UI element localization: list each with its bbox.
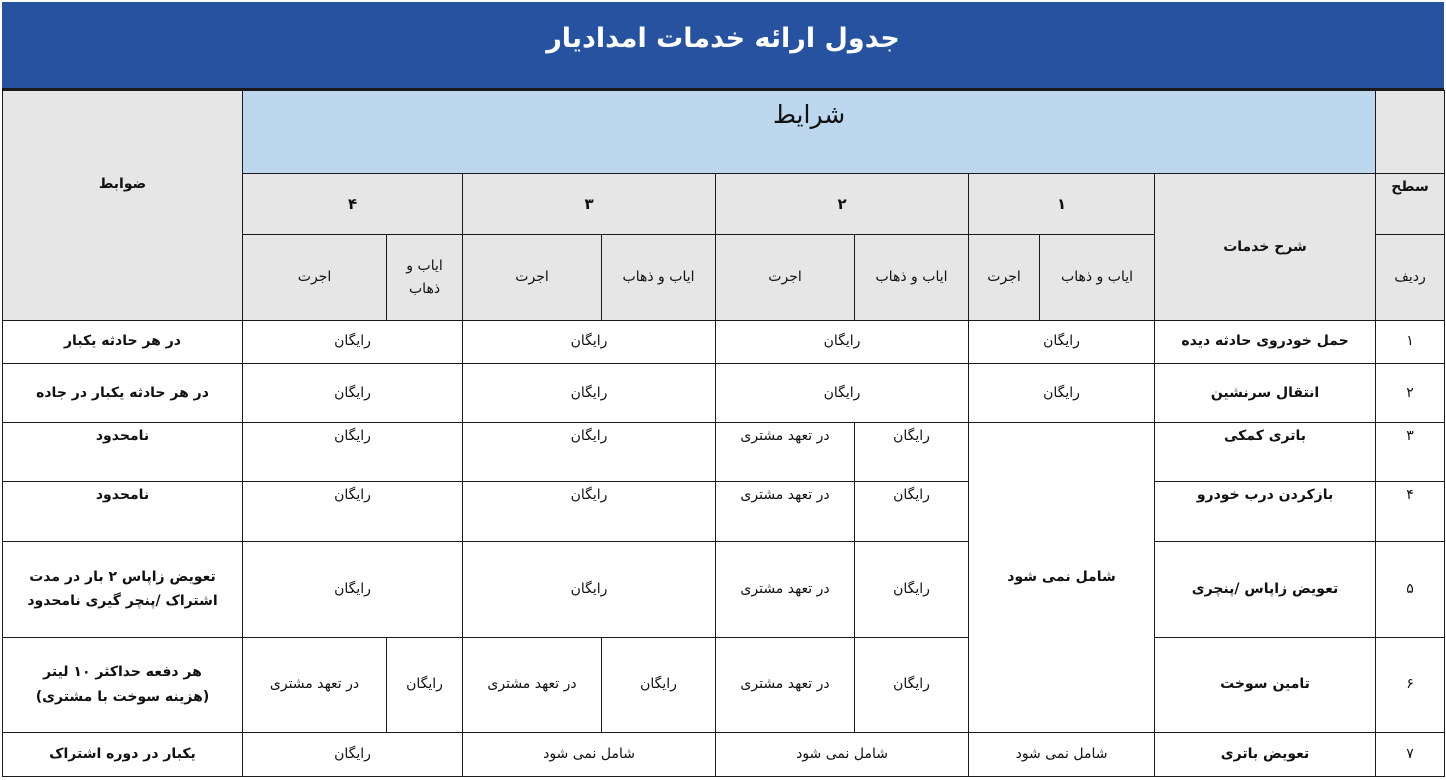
level-1-cell: رایگان [969, 320, 1155, 363]
regulation-cell: نامحدود [3, 422, 243, 481]
service-description-header: شرح خدمات [1155, 174, 1376, 320]
regulation-line: هر دفعه حداکثر ۱۰ لیتر [43, 664, 202, 681]
level-2-cell: شامل نمی شود [716, 732, 969, 776]
regulation-line: اشتراک /پنچر گیری نامحدود [27, 593, 218, 610]
level-3-fee-header: اجرت [463, 235, 602, 320]
table-row [3, 482, 1445, 542]
regulation-cell [3, 637, 243, 732]
level-4-fee-cell: در تعهد مشتری [243, 637, 387, 732]
level-2-cell: رایگان [716, 320, 969, 363]
level-2-round-trip-cell: رایگان [855, 637, 969, 732]
conditions-header: شرایط [243, 91, 1376, 174]
level-2-fee-header: اجرت [716, 235, 855, 320]
row-number: ۵ [1376, 542, 1445, 637]
table-row [3, 732, 1445, 776]
service-cell: بازکردن درب خودرو [1155, 482, 1376, 542]
row-number: ۶ [1376, 637, 1445, 732]
level-2-fee-cell: در تعهد مشتری [716, 482, 855, 542]
regulation-line: تعویض زاپاس ۲ بار در مدت [29, 568, 216, 585]
level-3-cell: رایگان [463, 422, 716, 481]
level-2-header: ۲ [716, 174, 969, 235]
level-2-fee-cell: در تعهد مشتری [716, 637, 855, 732]
header-blank-cell [1376, 91, 1445, 174]
service-cell: تعویض زاپاس /پنچری [1155, 542, 1376, 637]
level-2-round-trip-header: ایاب و ذهاب [855, 235, 969, 320]
service-cell: تامین سوخت [1155, 637, 1376, 732]
level-4-cell: رایگان [243, 363, 463, 422]
regulation-line: (هزینه سوخت با مشتری) [35, 688, 210, 705]
level-3-cell: رایگان [463, 363, 716, 422]
level-4-fee-header: اجرت [243, 235, 387, 320]
level-2-round-trip-cell: رایگان [855, 422, 969, 481]
level-3-cell: شامل نمی شود [463, 732, 716, 776]
level-3-header: ۳ [463, 174, 716, 235]
level-3-round-trip-cell: رایگان [602, 637, 716, 732]
level-2-cell: رایگان [716, 363, 969, 422]
level-1-header: ۱ [969, 174, 1155, 235]
level-3-cell: رایگان [463, 320, 716, 363]
service-cell: حمل خودروی حادثه دیده [1155, 320, 1376, 363]
regulation-cell: نامحدود [3, 482, 243, 542]
level-3-cell: رایگان [463, 542, 716, 637]
service-cell: انتقال سرنشین [1155, 363, 1376, 422]
table-row [3, 422, 1445, 481]
level-4-round-trip-header: ایاب و ذهاب [387, 235, 463, 320]
row-number: ۲ [1376, 363, 1445, 422]
table-title: جدول ارائه خدمات امدادیار [2, 2, 1444, 90]
level-2-round-trip-cell: رایگان [855, 542, 969, 637]
row-number: ۳ [1376, 422, 1445, 481]
level-3-round-trip-header: ایاب و ذهاب [602, 235, 716, 320]
regulation-cell [3, 542, 243, 637]
level-4-cell: رایگان [243, 732, 463, 776]
table-row [3, 637, 1445, 732]
level-2-fee-cell: در تعهد مشتری [716, 542, 855, 637]
row-number: ۱ [1376, 320, 1445, 363]
level-4-cell: رایگان [243, 482, 463, 542]
services-table [2, 90, 1445, 777]
table-row [3, 363, 1445, 422]
level-4-round-trip-cell: رایگان [387, 637, 463, 732]
row-number-header: ردیف [1376, 235, 1445, 320]
level-4-cell: رایگان [243, 542, 463, 637]
level-3-fee-cell: در تعهد مشتری [463, 637, 602, 732]
level-4-cell: رایگان [243, 320, 463, 363]
level-1-cell: شامل نمی شود [969, 732, 1155, 776]
regulation-cell: در هر حادثه یکبار [3, 320, 243, 363]
level-1-round-trip-header: ایاب و ذهاب [1040, 235, 1155, 320]
regulation-cell: در هر حادثه یکبار در جاده [3, 363, 243, 422]
table-row [3, 320, 1445, 363]
level-1-not-included: شامل نمی شود [969, 422, 1155, 732]
level-4-cell: رایگان [243, 422, 463, 481]
regulation-cell: یکبار در دوره اشتراک [3, 732, 243, 776]
row-number: ۴ [1376, 482, 1445, 542]
row-number: ۷ [1376, 732, 1445, 776]
level-1-fee-header: اجرت [969, 235, 1040, 320]
table-row [3, 542, 1445, 637]
level-2-round-trip-cell: رایگان [855, 482, 969, 542]
level-1-cell: رایگان [969, 363, 1155, 422]
service-cell: تعویض باتری [1155, 732, 1376, 776]
level-4-header: ۴ [243, 174, 463, 235]
level-2-fee-cell: در تعهد مشتری [716, 422, 855, 481]
level-header: سطح [1376, 174, 1445, 235]
level-3-cell: رایگان [463, 482, 716, 542]
service-cell: باتری کمکی [1155, 422, 1376, 481]
regulations-header: ضوابط [3, 91, 243, 321]
